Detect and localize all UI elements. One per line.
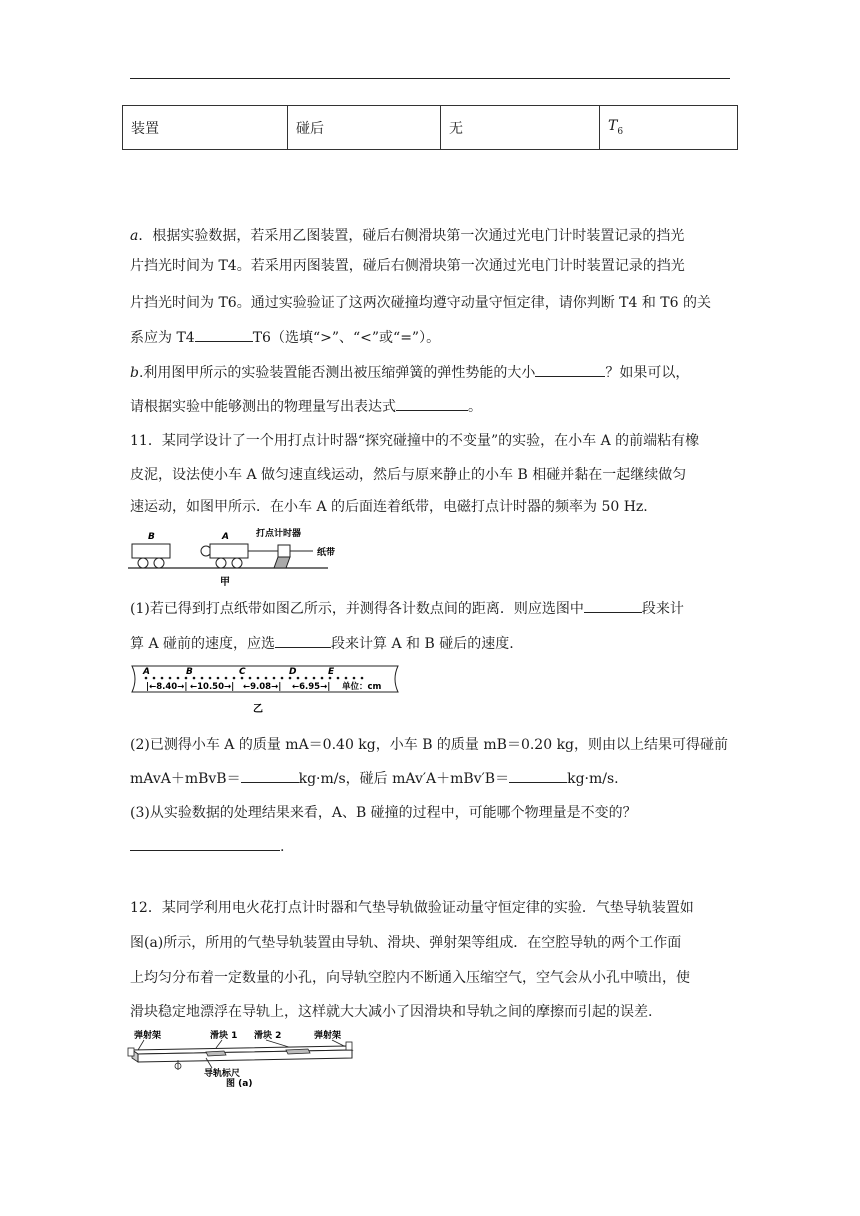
tape-dot [153, 677, 156, 680]
tape-label: 纸带 [317, 548, 336, 558]
tape-dot [313, 677, 316, 680]
distance-label: ←10.50→| [190, 682, 235, 692]
tape-dot [185, 677, 188, 680]
tape-dot [217, 677, 220, 680]
tape-dot [353, 677, 356, 680]
q10-b-line1 [130, 362, 689, 383]
answer-blank[interactable] [275, 633, 331, 648]
q10-b-text2b: 。 [468, 399, 482, 415]
unit-label: 单位：cm [342, 682, 382, 692]
q11-p3-line: (3)从实验数据的处理结果来看，A、B 碰撞的过程中，可能哪个物理量是不变的？ [130, 805, 637, 821]
distance-label: |←8.40→| [146, 682, 188, 692]
tape-dot [273, 677, 276, 680]
q11-p2-line2 [130, 768, 619, 789]
figure-caption: 乙 [253, 704, 263, 715]
answer-blank[interactable] [241, 768, 299, 783]
answer-blank[interactable] [396, 396, 468, 411]
q11-p2-text-c: kg·m/s，碰后 mAv′A＋mBv′B＝ [298, 771, 510, 787]
cart-b [132, 544, 170, 558]
timer-label: 打点计时器 [256, 529, 302, 539]
tape-dot [241, 677, 244, 680]
q12-line3: 上均匀分布着一定数量的小孔，向导轨空腔内不断通入压缩空气，空气会从小孔中喷出，使 [130, 970, 690, 986]
tape-dot [329, 677, 332, 680]
q10-b-line2 [130, 396, 482, 417]
table-cell: 装置 [123, 106, 288, 150]
q12-line4: 滑块稳定地漂浮在导轨上，这样就大大减小了因滑块和导轨之间的摩擦而引起的误差. [130, 1004, 653, 1020]
timer-stand [274, 557, 290, 568]
q11-p1-text-a: (1)若已得到打点纸带如图乙所示，并测得各计数点间的距离．则应选图中 [130, 601, 584, 617]
table-cell: 碰后 [288, 106, 441, 150]
tape-dot [337, 677, 340, 680]
q11-p1-text-b: 段来计 [641, 601, 684, 617]
table-cell: $T_6$ [600, 106, 738, 150]
q10-b-text1b: ？如果可以， [605, 365, 690, 381]
tape-dot [265, 677, 268, 680]
q10-b-label: b [130, 365, 139, 381]
ruler-label: 导轨标尺 [204, 1069, 241, 1079]
q11-line1: 11．某同学设计了一个用打点计时器“探究碰撞中的不变量”的实验，在小车 A 的前端粘有橡 [130, 433, 700, 449]
q10-a-text4b: T6（选填“>”、“<”或“=”）。 [252, 330, 441, 346]
tape-dot [321, 677, 324, 680]
tape-dot [225, 677, 228, 680]
wheel-icon [216, 558, 226, 568]
q11-p3-end: . [280, 839, 285, 855]
slider1-label: 滑块 1 [210, 1031, 238, 1041]
answer-blank[interactable] [130, 836, 280, 851]
figure-caption: 甲 [220, 577, 230, 588]
tape-dot [145, 677, 148, 680]
tape-dot [169, 677, 172, 680]
point-label: D [289, 667, 297, 677]
timer-box [278, 545, 290, 557]
paper-tape-figure [126, 662, 406, 718]
tape-dot [201, 677, 204, 680]
tape-dot [289, 677, 292, 680]
tape-dot [305, 677, 308, 680]
q12-line1: 12．某同学利用电火花打点计时器和气垫导轨做验证动量守恒定律的实验．气垫导轨装置如 [130, 900, 694, 916]
air-track-figure [126, 1028, 362, 1088]
q10-a-line1 [130, 226, 684, 246]
q11-p1-line1 [130, 598, 684, 619]
header-rule [130, 78, 730, 79]
answer-blank[interactable] [535, 362, 605, 377]
q10-a-text1: ．根据实验数据，若采用乙图装置，碰后右侧滑块第一次通过光电门计时装置记录的挡光 [138, 228, 685, 244]
q10-a-line4 [130, 327, 440, 348]
wheel-icon [154, 558, 164, 568]
q11-p1-text-d: 段来计算 A 和 B 碰后的速度. [331, 636, 514, 652]
distance-label: ←6.95→| [292, 682, 331, 692]
tape-dot [177, 677, 180, 680]
figure-caption: 图 (a) [226, 1079, 253, 1088]
q11-p1-line2 [130, 633, 514, 654]
answer-blank[interactable] [584, 598, 642, 613]
q12-line2: 图(a)所示，所用的气垫导轨装置由导轨、滑块、弹射架等组成．在空腔导轨的两个工作面 [130, 935, 682, 951]
answer-blank[interactable] [509, 768, 567, 783]
cart-collision-figure [128, 524, 340, 590]
q10-a-line3: 片挡光时间为 T6。通过实验验证了这两次碰撞均遵守动量守恒定律，请你判断 T4 和 T6 的关 [130, 295, 711, 311]
launcher-left-label: 弹射架 [134, 1031, 162, 1041]
point-label: B [186, 667, 193, 677]
point-label: C [239, 667, 246, 677]
data-table [122, 105, 738, 150]
q11-line2: 皮泥，设法使小车 A 做匀速直线运动，然后与原来静止的小车 B 相碰并黏在一起继续做匀 [130, 467, 687, 483]
q10-a-text4a: 系应为 T4 [130, 330, 195, 346]
wheel-icon [138, 558, 148, 568]
point-label: E [328, 667, 335, 677]
launcher-right-label: 弹射架 [314, 1031, 342, 1041]
label-a: A [222, 532, 229, 542]
q10-a-label: a [130, 228, 139, 244]
wheel-icon [232, 558, 242, 568]
q10-b-text2a: 请根据实验中能够测出的物理量写出表达式 [130, 399, 396, 415]
cart-a [210, 544, 248, 558]
q11-line3: 速运动，如图甲所示．在小车 A 的后面连着纸带，电磁打点计时器的频率为 50 Hz. [130, 499, 648, 515]
slider-2 [286, 1049, 310, 1054]
tape-dot [233, 677, 236, 680]
q11-p3-answer [130, 836, 284, 857]
launcher-left [128, 1048, 134, 1056]
tape-dot [249, 677, 252, 680]
tape-dot [361, 677, 364, 680]
q11-p2-text-b: mAvA＋mBvB＝ [130, 771, 241, 787]
distance-label: ←9.08→| [243, 682, 282, 692]
leader-line [138, 1040, 144, 1050]
tape-dot [281, 677, 284, 680]
tape-dot [297, 677, 300, 680]
slider-1 [206, 1051, 226, 1056]
answer-blank[interactable] [195, 327, 253, 342]
q11-p1-text-c: 算 A 碰前的速度，应选 [130, 636, 276, 652]
point-label: A [143, 667, 150, 677]
tape-dot [161, 677, 164, 680]
launcher-right [346, 1042, 352, 1050]
label-b: B [148, 532, 155, 542]
q10-a-line2: 片挡光时间为 T4。若采用丙图装置，碰后右侧滑块第一次通过光电门计时装置记录的挡光 [130, 258, 685, 274]
leader-line [216, 1040, 222, 1048]
tape-dot [257, 677, 260, 680]
tape-dot [193, 677, 196, 680]
tape-dot [209, 677, 212, 680]
slider2-label: 滑块 2 [254, 1031, 282, 1041]
q11-p2-line1: (2)已测得小车 A 的质量 mA＝0.40 kg，小车 B 的质量 mB＝0.20 kg，则由以上结果可得碰前 [130, 737, 729, 753]
tape-dot [345, 677, 348, 680]
q11-p2-text-d: kg·m/s. [567, 771, 619, 787]
q10-b-text1a: .利用图甲所示的实验装置能否测出被压缩弹簧的弹性势能的大小 [138, 365, 536, 381]
table-cell: 无 [441, 106, 600, 150]
table-row [123, 106, 738, 150]
